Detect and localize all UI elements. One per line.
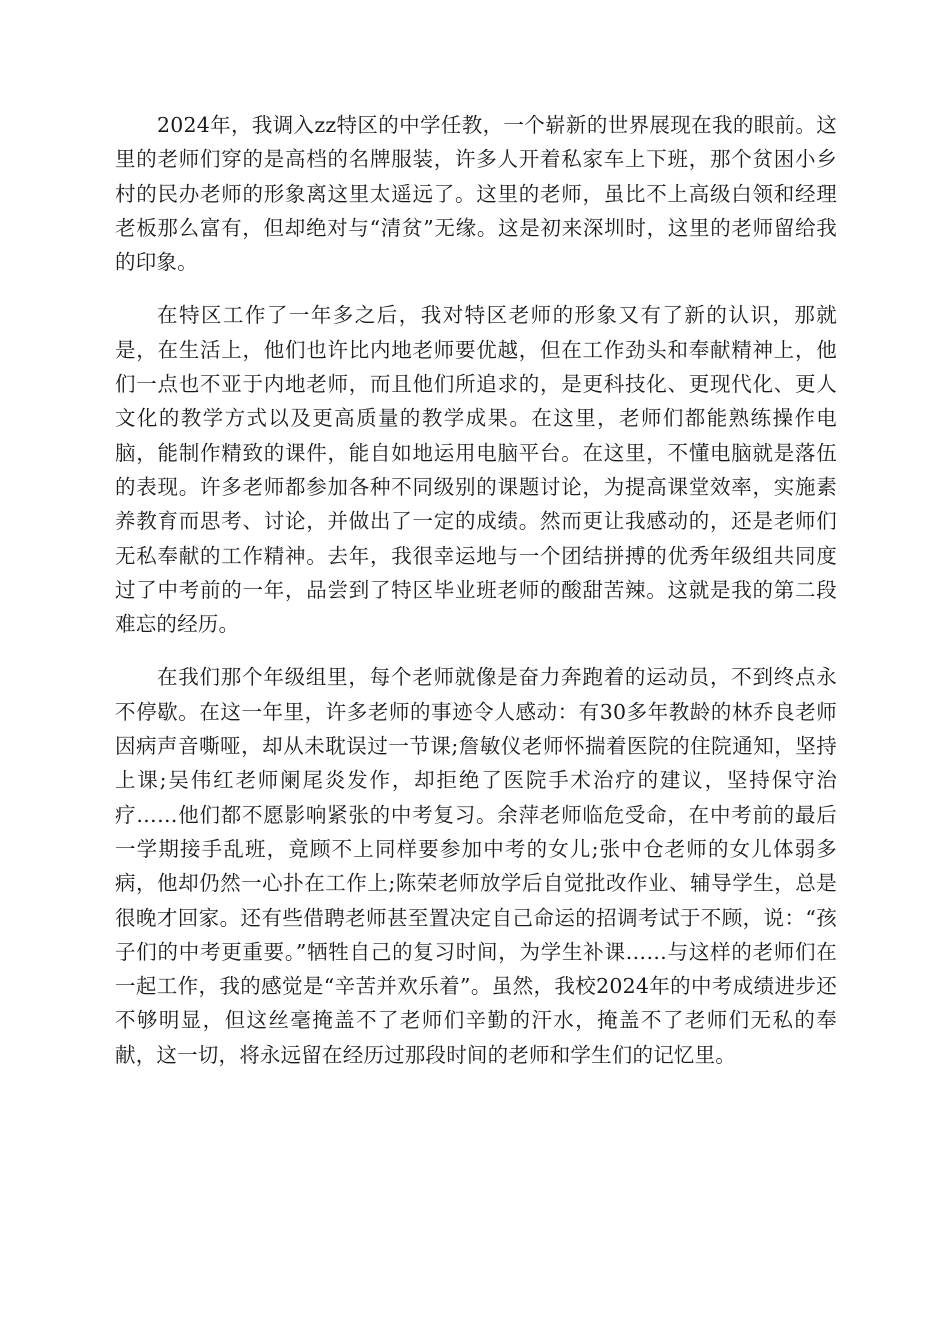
- paragraph-1: 2024年，我调入zz特区的中学任教，一个崭新的世界展现在我的眼前。这里的老师们穿的是高档的名牌服装，许多人开着私家车上下班，那个贫困小乡村的民办老师的形象离这里太遥远了。这里的老师，虽比不上高级白领和经理老板那么富有，但却绝对与“清贫”无缘。这是初来深圳时，这里的老师留给我的印象。: [115, 113, 837, 275]
- paragraph-3: 在我们那个年级组里，每个老师就像是奋力奔跑着的运动员，不到终点永不停歇。在这一年里，许多老师的事迹令人感动：有30多年教龄的林乔良老师因病声音嘶哑，却从未耽误过一节课;詹敏仪老师怀揣着医院的住院通知，坚持上课;吴伟红老师阑尾炎发作，却拒绝了医院手术治疗的建议，坚持保守治疗……他们都不愿影响紧张的中考复习。余萍老师临危受命，在中考前的最后一学期接手乱班，竟顾不上同样要参加中考的女儿;张中仓老师的女儿体弱多病，他却仍然一心扑在工作上;陈荣老师放学后自觉批改作业、辅导学生，总是很晚才回家。还有些借聘老师甚至置决定自己命运的招调考试于不顾，说：“孩子们的中考更重要。”牺牲自己的复习时间，为学生补课……与这样的老师们在一起工作，我的感觉是“辛苦并欢乐着”。虽然，我校2024年的中考成绩进步还不够明显，但这丝毫掩盖不了老师们辛勤的汗水，掩盖不了老师们无私的奉献，这一切，将永远留在经历过那段时间的老师和学生们的记忆里。: [115, 665, 837, 1067]
- paragraph-2: 在特区工作了一年多之后，我对特区老师的形象又有了新的认识，那就是，在生活上，他们也许比内地老师要优越，但在工作劲头和奉献精神上，他们一点也不亚于内地老师，而且他们所追求的，是更科技化、更现代化、更人文化的教学方式以及更高质量的教学成果。在这里，老师们都能熟练操作电脑，能制作精致的课件，能自如地运用电脑平台。在这里，不懂电脑就是落伍的表现。许多老师都参加各种不同级别的课题讨论，为提高课堂效率，实施素养教育而思考、讨论，并做出了一定的成绩。然而更让我感动的，还是老师们无私奉献的工作精神。去年，我很幸运地与一个团结拼搏的优秀年级组共同度过了中考前的一年，品尝到了特区毕业班老师的酸甜苦辣。这就是我的第二段难忘的经历。: [115, 303, 837, 637]
- document-body: [115, 108, 837, 1091]
